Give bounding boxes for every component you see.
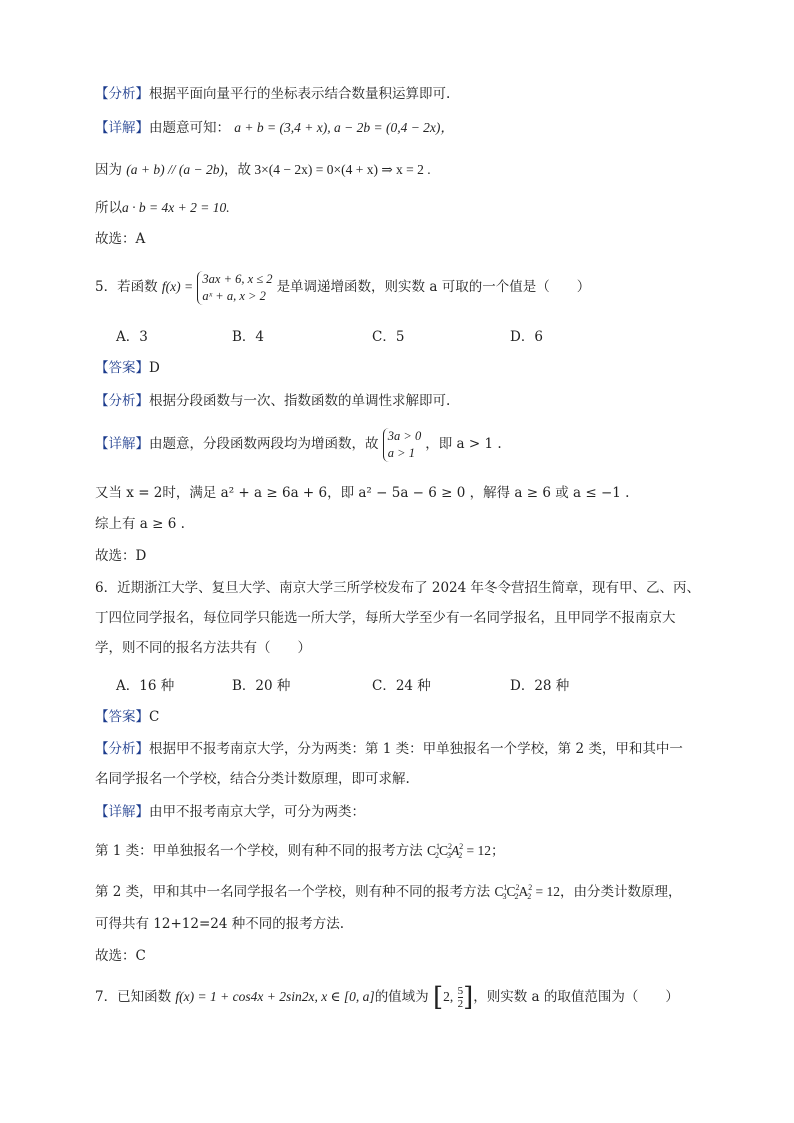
- parallel-suffix: ，故 3×(4 − 2x) = 0×(4 + x) ⇒ x = 2 .: [224, 162, 431, 177]
- function-definition: f(x) = 1 + cos4x + 2sin2x, x ∈ [0, a]: [175, 989, 375, 1004]
- q4-analysis: [95, 84, 754, 104]
- answer-tag: 【答案】: [95, 360, 149, 376]
- dot-math: a · b = 4x + 2 = 10.: [122, 200, 230, 215]
- detail-tag: 【详解】: [95, 436, 149, 452]
- case1-text: 第 1 类：甲单独报名一个学校，则有种不同的报考方法: [95, 843, 423, 859]
- q6-option-d: D．28 种: [510, 678, 570, 694]
- q5-detail: [95, 427, 754, 462]
- q5-option-d: D．6: [510, 329, 543, 345]
- line-prefix: 因为: [95, 162, 122, 178]
- case2-result: = 12: [535, 884, 561, 899]
- analysis-tag: 【分析】: [95, 86, 149, 102]
- q5-stem: [95, 270, 754, 305]
- piecewise-function: [197, 271, 276, 305]
- function-name: f(x) =: [161, 279, 194, 294]
- q6-option-c: C．24 种: [372, 678, 431, 694]
- q6-choice: 故选：C: [95, 948, 146, 964]
- question-number: 7．已知函数: [95, 989, 172, 1005]
- q6-analysis-line1: [95, 739, 754, 759]
- q5-analysis: [95, 391, 754, 411]
- case2-combination: $C^1_3C^2_2A^2_2$: [494, 883, 533, 901]
- range-left: 2,: [443, 989, 454, 1004]
- range-left-bracket: [: [432, 982, 444, 1013]
- q7-stem: [95, 978, 754, 1017]
- q6-case1: [95, 837, 754, 866]
- answer-tag: 【答案】: [95, 709, 149, 725]
- q5-option-a: A．3: [116, 329, 148, 345]
- analysis-text: 根据分段函数与一次、指数函数的单调性求解即可.: [149, 393, 451, 409]
- case2-suffix: ，由分类计数原理，: [560, 884, 682, 900]
- q6-stem-line2: 丁四位同学报名，每位同学只能选一所大学，每所大学至少有一名同学报名，且甲同学不报南京大: [95, 610, 676, 626]
- detail-text: 由甲不报考南京大学，可分为两类：: [149, 804, 365, 820]
- stem-suffix: ，则实数 a 的取值范围为（ ）: [473, 989, 679, 1005]
- q6-detail: [95, 802, 754, 822]
- q6-stem-line3: 学，则不同的报名方法共有（ ）: [95, 640, 311, 656]
- detail-tag: 【详解】: [95, 120, 149, 136]
- analysis-text: 根据甲不报考南京大学，分为两类：第 1 类：甲单独报名一个学校，第 2 类，甲和其中一: [149, 741, 683, 757]
- piece-2: aˣ + a, x > 2: [202, 288, 266, 303]
- condition-2: a > 1: [387, 445, 415, 460]
- detail-text: 由题意，分段函数两段均为增函数，故: [149, 436, 379, 452]
- piece-1: 3ax + 6, x ≤ 2: [202, 271, 273, 286]
- q4-choice: 故选：A: [95, 231, 146, 247]
- q4-dot-line: [95, 198, 754, 218]
- fraction-numerator: 5: [457, 985, 464, 997]
- q6-option-b: B．20 种: [232, 678, 291, 694]
- fraction-denominator: 2: [457, 998, 464, 1010]
- q6-analysis-line2: 名同学报名一个学校，结合分类计数原理，即可求解.: [95, 771, 410, 787]
- q5-detail-line3: 综上有 a ≥ 6 .: [95, 516, 185, 532]
- q6-answer: [95, 707, 754, 727]
- range-right-bracket: ]: [463, 982, 474, 1013]
- detail-text: 由题意可知：: [149, 120, 230, 136]
- condition-system: [383, 428, 425, 462]
- answer-value: C: [149, 709, 160, 725]
- stem-mid: 的值域为: [374, 989, 429, 1005]
- condition-1: 3a > 0: [387, 428, 422, 443]
- q6-stem-line1: 6．近期浙江大学、复旦大学、南京大学三所学校发布了 2024 年冬令营招生简章，现有甲、乙、丙、: [95, 580, 701, 596]
- detail-math: a + b = (3,4 + x), a − 2b = (0,4 − 2x)，: [234, 120, 454, 135]
- detail-tag: 【详解】: [95, 804, 149, 820]
- q6-case2: [95, 878, 754, 907]
- q4-parallel-line: [95, 160, 754, 180]
- answer-value: D: [149, 360, 160, 376]
- q5-option-c: C．5: [372, 329, 405, 345]
- case2-text: 第 2 类，甲和其中一名同学报名一个学校，则有种不同的报考方法: [95, 884, 491, 900]
- question-number: 5．若函数: [95, 279, 158, 295]
- q6-total: 可得共有 12+12=24 种不同的报考方法.: [95, 916, 345, 932]
- q4-detail: [95, 118, 754, 138]
- case1-result: = 12；: [466, 843, 505, 858]
- q5-choice: 故选：D: [95, 548, 147, 564]
- line-prefix: 所以: [95, 200, 122, 216]
- analysis-text: 根据平面向量平行的坐标表示结合数量积运算即可.: [149, 86, 451, 102]
- q5-detail-line2: 又当 x = 2时，满足 a² + a ≥ 6a + 6，即 a² − 5a − 6 ≥ 0 ，解得 a ≥ 6 或 a ≤ −1 .: [95, 485, 630, 501]
- q5-option-b: B．4: [232, 329, 265, 345]
- analysis-tag: 【分析】: [95, 393, 149, 409]
- q6-option-a: A．16 种: [116, 678, 175, 694]
- detail-suffix: ，即 a > 1 .: [425, 436, 502, 452]
- parallel-math: (a + b) // (a − 2b): [126, 162, 225, 177]
- stem-suffix: 是单调递增函数，则实数 a 可取的一个值是（ ）: [276, 279, 591, 295]
- q5-answer: [95, 358, 754, 378]
- case1-combination: $C^1_2C^2_3A^2_2$: [426, 842, 464, 860]
- analysis-tag: 【分析】: [95, 741, 149, 757]
